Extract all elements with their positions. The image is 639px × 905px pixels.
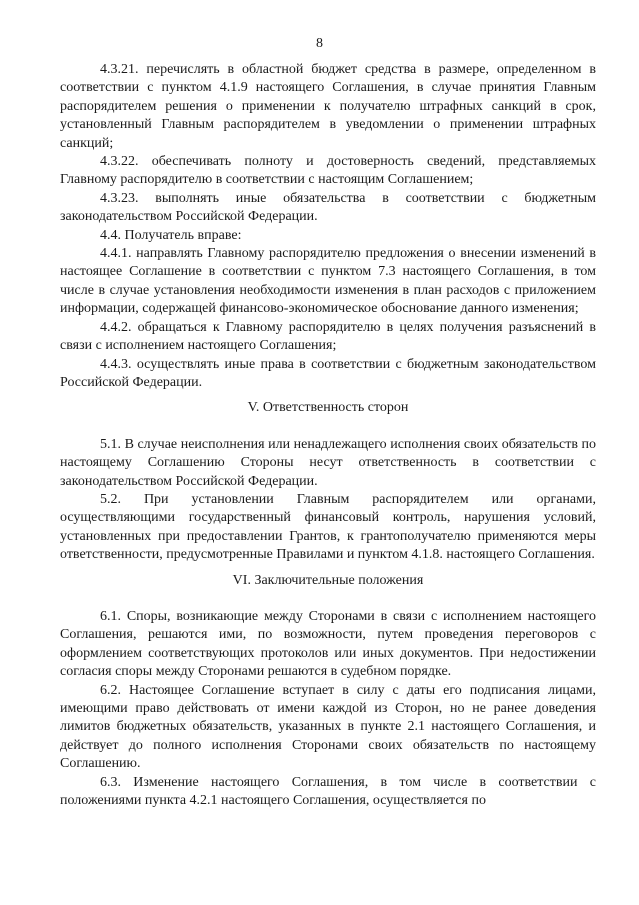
spacer: [60, 392, 596, 399]
spacer: [60, 418, 596, 436]
paragraph-6-3: 6.3. Изменение настоящего Соглашения, в том числе в соответствии с положениями пункта 4.2.1 настоящего Соглашения, осуществляется по: [60, 774, 596, 809]
paragraph-4-3-23: 4.3.23. выполнять иные обязательства в соответствии с бюджетным законодательством Российской Федерации.: [60, 190, 596, 225]
paragraph-6-1: 6.1. Споры, возникающие между Сторонами в связи с исполнением настоящего Соглашения, решаются ими, по возможности, путем проведения переговоров с оформлением соответствующих протоколов или иных документов. При недостижении согласия споры между Сторонами решаются в судебном порядке.: [60, 608, 596, 680]
document-body: [60, 61, 596, 810]
paragraph-4-4-2: 4.4.2. обращаться к Главному распорядителю в целях получения разъяснений в связи с исполнением настоящего Соглашения;: [60, 319, 596, 354]
paragraph-5-1: 5.1. В случае неисполнения или ненадлежащего исполнения своих обязательств по настоящему Соглашению Стороны несут ответственность в соответствии с законодательством Российской Федерации.: [60, 436, 596, 489]
section-heading-vi: VI. Заключительные положения: [232, 572, 424, 588]
section-heading-v: V. Ответственность сторон: [247, 400, 409, 416]
paragraph-4-3-22: 4.3.22. обеспечивать полноту и достоверность сведений, представляемых Главному распорядителю в соответствии с настоящим Соглашением;: [60, 154, 596, 188]
page-number: 8: [316, 36, 323, 51]
spacer: [60, 590, 596, 608]
paragraph-4-4-1: 4.4.1. направлять Главному распорядителю предложения о внесении изменений в настоящее Соглашение в соответствии с пунктом 7.3 настоящего Соглашения, в том числе в случае установления необходимости изменения в план расходов с приложением информации, содержащей финансово-экономическое обоснование данного изменения;: [60, 246, 596, 317]
paragraph-5-2: 5.2. При установлении Главным распорядителем или органами, осуществляющими государственный финансовый контроль, нарушения условий, установленных при предоставлении Грантов, к грантополучателю применяются меры ответственности, предусмотренные Правилами и пунктом 4.1.8. настоящего Соглашения.: [60, 491, 596, 563]
spacer: [60, 565, 596, 572]
paragraph-6-2: 6.2. Настоящее Соглашение вступает в силу с даты его подписания лицами, имеющими право действовать от имени каждой из Сторон, но не ранее доведения лимитов бюджетных обязательств, указанных в пункте 2.1 настоящего Соглашения, и действует до полного исполнения Сторонами своих обязательств по настоящему Соглашению.: [60, 682, 596, 772]
paragraph-4-4: 4.4. Получатель вправе:: [100, 227, 242, 243]
paragraph-4-4-3: 4.4.3. осуществлять иные права в соответствии с бюджетным законодательством Российской Федерации.: [60, 356, 596, 390]
paragraph-4-3-21: 4.3.21. перечислять в областной бюджет средства в размере, определенном в соответствии с пунктом 4.1.9 настоящего Соглашения, в случае принятия Главным распорядителем решения о применении к получателю штрафных санкций в срок, установленный Главным распорядителем в уведомлении о применении штрафных санкций;: [60, 62, 596, 151]
